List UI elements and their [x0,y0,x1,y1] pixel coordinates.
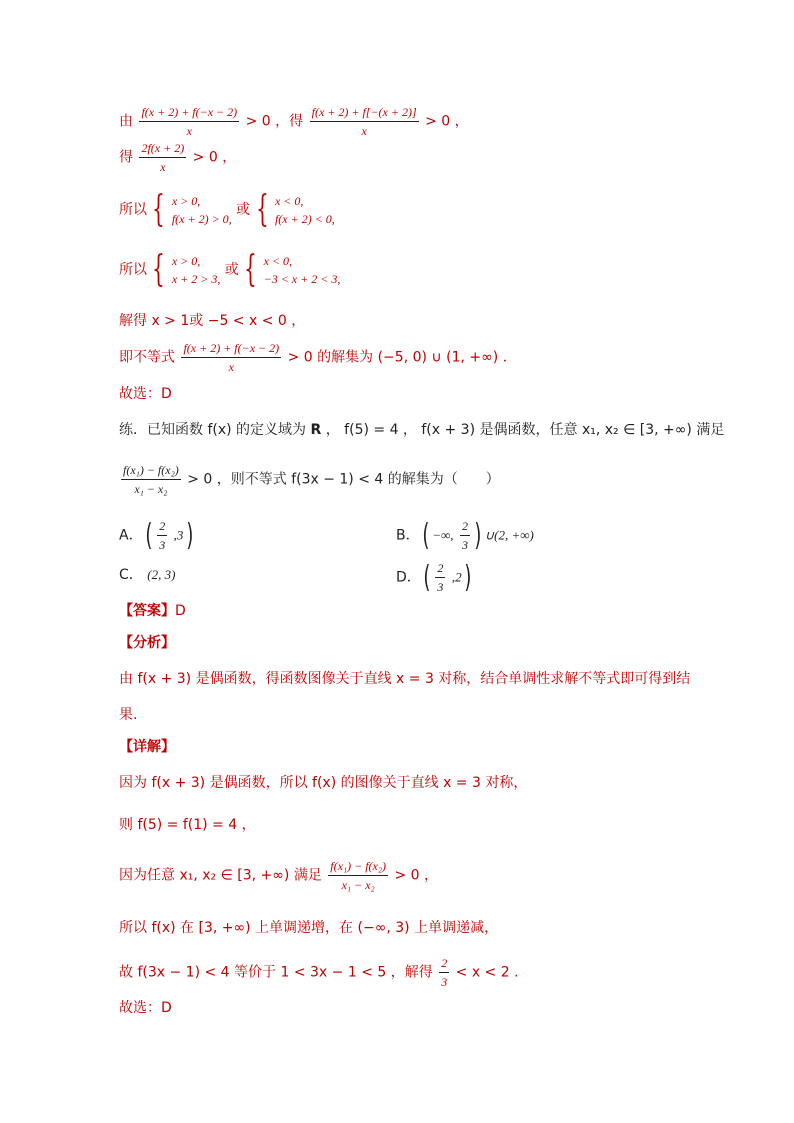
text: < x < 2 . [455,964,519,981]
fraction [181,340,281,375]
detail-line-3 [119,858,438,893]
numerator: 2f(x + 2) [139,140,186,158]
denominator: 3 [441,975,448,989]
detail-line-5 [119,955,519,990]
solution-line-4 [119,249,341,290]
text: > 0 ， [192,149,237,166]
text: 所以 [119,262,147,278]
numerator: f(x₁) − f(x₂) [328,858,388,876]
left-brace: { [152,249,166,290]
text: 或 [224,262,239,278]
text: 或 [236,202,251,218]
case-row: f(x + 2) > 0, [171,212,232,226]
fraction [139,140,186,175]
text: 所以 [119,202,147,218]
paren: ) [464,559,472,595]
case-row: −3 < x + 2 < 3, [263,272,341,286]
paren: ) [474,517,482,553]
text: > 0 ， [394,867,439,884]
denominator: x [361,124,367,138]
paren: ( [423,559,431,595]
case-row: x < 0, [263,254,293,268]
case-row: x + 2 > 3, [171,272,221,286]
option-a[interactable] [119,518,192,553]
left-brace: { [152,189,166,230]
numerator: f(x + 2) + f[−(x + 2)] [310,104,419,122]
case-row: f(x + 2) < 0, [274,212,335,226]
option-label: D． [396,569,421,586]
text: 因为任意 x₁, x₂ ∈ [3, +∞) 满足 [119,867,322,884]
text: ， f(5) = 4 ， f(x + 3) 是偶函数，任意 x₁, x₂ ∈ [3, +∞) 满足 [321,422,725,438]
detail-tag: 【详解】 [119,739,175,755]
detail-line-1: 因为 f(x + 3) 是偶函数，所以 f(x) 的图像关于直线 x = 3 对称， [119,775,528,791]
case-row: x > 0, [171,254,201,268]
text: > 0 的解集为 (−5, 0) ∪ (1, +∞) ． [287,349,517,366]
case-system [275,192,335,228]
text: 故 f(3x − 1) < 4 等价于 1 < 3x − 1 < 5 ，解得 [119,964,433,981]
solution-line-2 [119,140,236,175]
solution-line-3 [119,189,335,230]
fraction [139,104,239,139]
analysis-line-2: 果. [119,707,138,723]
numerator: f(x + 2) + f(−x − 2) [139,104,239,122]
solution-line-7: 故选：D [119,386,172,402]
numerator: 2 [157,518,167,536]
text: 即不等式 [119,349,175,366]
numerator: 2 [439,955,449,973]
detail-line-2: 则 f(5) = f(1) = 4 ， [119,817,256,833]
text: > 0 ， [425,113,469,130]
numerator: f(x + 2) + f(−x − 2) [181,340,281,358]
option-c[interactable] [119,564,175,584]
question-stem-line-2 [119,462,500,497]
denominator: x [186,124,192,138]
answer-tag: 【答案】 [119,603,175,619]
text: ∪(2, +∞) [484,527,534,543]
text: > 0 ，则不等式 f(3x − 1) < 4 的解集为（ ） [187,471,500,488]
denominator: 3 [437,580,444,594]
text: 得 [119,149,138,166]
answer-value: D [175,603,186,619]
numerator: f(x₁) − f(x₂) [121,462,181,480]
numerator: 2 [435,560,445,578]
option-label: B． [396,527,420,544]
numerator: 2 [460,518,470,536]
denominator: x₁ − x₂ [134,482,168,496]
paren: ( [145,517,153,553]
option-b[interactable] [396,518,534,553]
solution-line-5: 解得 x > 1或 −5 < x < 0 ， [119,313,306,329]
case-row: x < 0, [274,194,304,208]
fraction [435,560,445,595]
left-brace: { [255,189,269,230]
text: R [310,422,322,438]
text: ,2 [451,569,462,585]
fraction [439,955,449,990]
fraction [460,518,470,553]
option-label: A． [119,527,143,544]
denominator: x [160,160,166,174]
answer-line [119,601,186,621]
detail-line-4: 所以 f(x) 在 [3, +∞) 上单调递增，在 (−∞, 3) 上单调递减， [119,920,499,936]
case-system [264,252,341,288]
left-brace: { [244,249,258,290]
option-d[interactable] [396,560,470,595]
text: (2, 3) [147,567,176,582]
text: 练．已知函数 f(x) 的定义域为 [119,422,311,438]
text: −∞, [432,527,454,543]
solution-line-1 [119,104,469,139]
paren: ) [186,517,194,553]
text: > 0 ，得 [245,113,308,130]
analysis-tag: 【分析】 [119,635,175,651]
fraction [121,462,181,497]
denominator: x₁ − x₂ [341,878,375,892]
case-system [172,192,232,228]
paren: ( [422,517,430,553]
detail-line-6: 故选：D [119,1000,172,1016]
case-system [172,252,221,288]
fraction [310,104,419,139]
text: 由 [119,113,133,130]
denominator: 3 [461,538,468,552]
case-row: x > 0, [171,194,201,208]
fraction [157,518,167,553]
option-label: C． [119,567,143,583]
fraction [328,858,388,893]
question-stem [119,420,724,440]
text: ,3 [173,527,184,543]
denominator: 3 [159,538,166,552]
analysis-line-1: 由 f(x + 3) 是偶函数，得函数图像关于直线 x = 3 对称，结合单调性求解不等式即可得到结 [119,671,691,687]
denominator: x [228,360,234,374]
solution-line-6 [119,340,517,375]
